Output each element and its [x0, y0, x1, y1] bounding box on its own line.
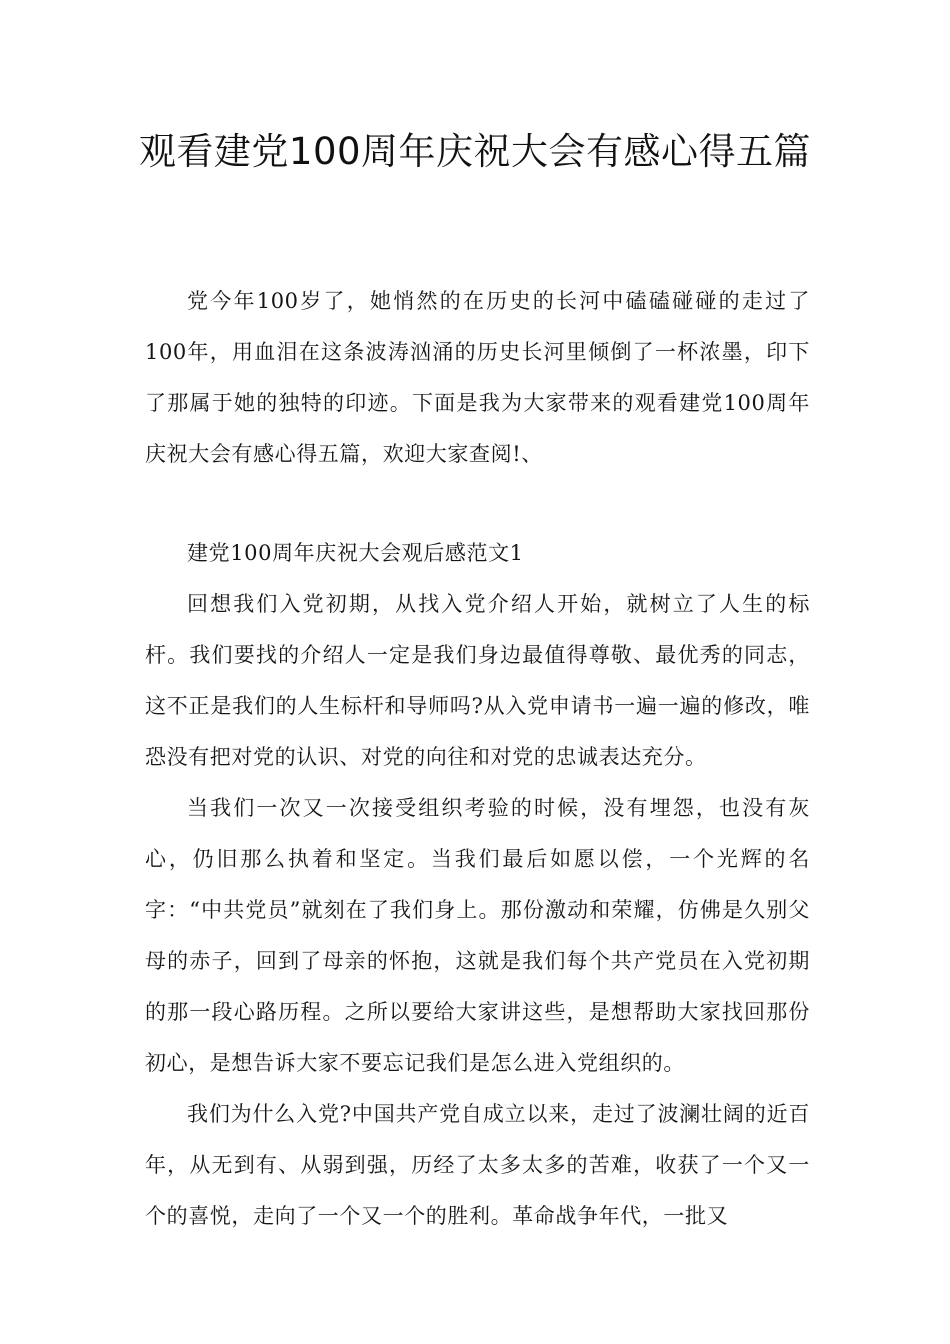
body-paragraph-1: 回想我们入党初期，从找入党介绍人开始，就树立了人生的标杆。我们要找的介绍人一定是我们身边最值得尊敬、最优秀的同志，这不正是我们的人生标杆和导师吗?从入党申请书一遍一遍的修改，唯恐没有把对党的认识、对党的向往和对党的忠诚表达充分。 [145, 592, 810, 769]
body-paragraph-2: 当我们一次又一次接受组织考验的时候，没有埋怨，也没有灰心，仍旧那么执着和坚定。当我们最后如愿以偿，一个光辉的名字：“中共党员”就刻在了我们身上。那份激动和荣耀，仿佛是久别父母的赤子，回到了母亲的怀抱，这就是我们每个共产党员在入党初期的那一段心路历程。之所以要给大家讲这些，是想帮助大家找回那份初心，是想告诉大家不要忘记我们是怎么进入党组织的。 [145, 796, 810, 1075]
intro-paragraph: 党今年100岁了，她悄然的在历史的长河中磕磕碰碰的走过了100年，用血泪在这条波涛汹涌的历史长河里倾倒了一杯浓墨，印下了那属于她的独特的印迹。下面是我为大家带来的观看建党100周年庆祝大会有感心得五篇，欢迎大家查阅!、 [145, 289, 810, 466]
section-heading: 建党100周年庆祝大会观后感范文1 [187, 541, 524, 565]
document-title: 观看建党100周年庆祝大会有感心得五篇 [138, 130, 812, 173]
body-paragraph-3: 我们为什么入党?中国共产党自成立以来，走过了波澜壮阔的近百年，从无到有、从弱到强，历经了太多太多的苦难，收获了一个又一个的喜悦，走向了一个又一个的胜利。革命战争年代，一批又 [145, 1102, 810, 1228]
